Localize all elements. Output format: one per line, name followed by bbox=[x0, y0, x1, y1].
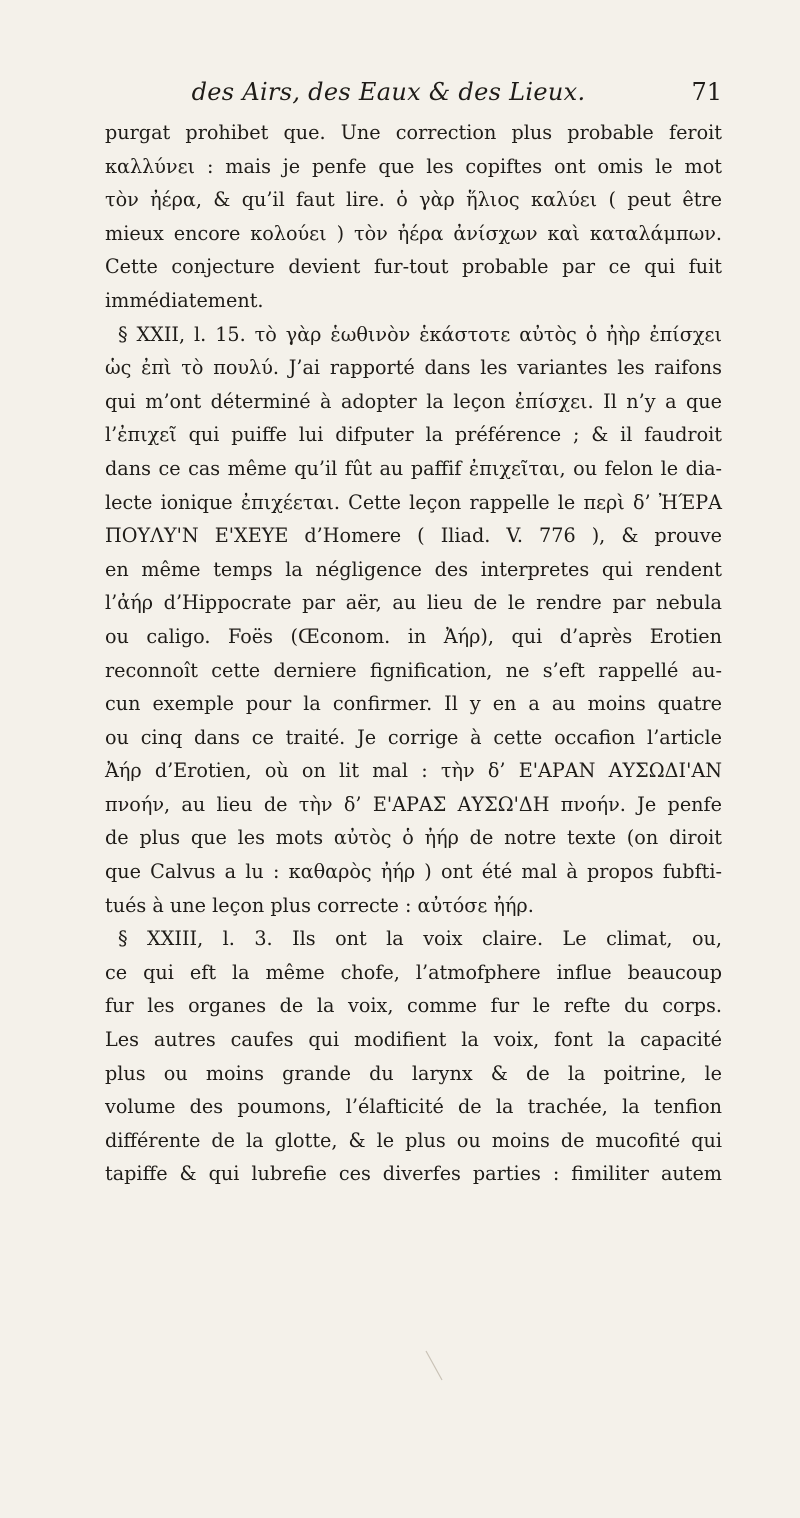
text-line: que Calvus a lu : καθαρὸς ἠήρ ) ont été mal à propos fubfti- bbox=[105, 860, 722, 884]
text-line: ou cinq dans ce traité. Je corrige à cette occafion l’article bbox=[105, 725, 722, 749]
text-line: ὡς ἐπὶ τὸ πουλύ. J’ai rapporté dans les variantes les raifons bbox=[105, 356, 722, 380]
page-mark-icon bbox=[420, 1345, 450, 1405]
text-line: immédiatement. bbox=[105, 288, 264, 312]
page-number: 71 bbox=[691, 78, 722, 106]
text-line: en même temps la négligence des interpretes qui rendent bbox=[105, 557, 722, 581]
text-line: ce qui eft la même chofe, l’atmofphere influe beaucoup bbox=[105, 960, 722, 984]
text-line: l’ἀήρ d’Hippocrate par aër, au lieu de le rendre par nebula bbox=[105, 591, 722, 615]
text-line: tués à une leçon plus correcte : αὐτόσε ἠήρ. bbox=[105, 893, 534, 917]
text-line: différente de la glotte, & le plus ou moins de mucofité qui bbox=[105, 1128, 722, 1152]
text-line: purgat prohibet que. Une correction plus probable feroit bbox=[105, 121, 722, 144]
text-line: § XXII, l. 15. τὸ γὰρ ἑωθινὸν ἑκάστοτε αὐτὸς ὁ ἠὴρ ἐπίσχει bbox=[118, 322, 722, 346]
text-line: καλλύνει : mais je penfe que les copiftes ont omis le mot bbox=[105, 154, 722, 178]
text-line: τὸν ἠέρα, & qu’il faut lire. ὁ γὰρ ἥλιος καλύει ( peut être bbox=[105, 188, 722, 212]
text-line: plus ou moins grande du larynx & de la poitrine, le bbox=[105, 1061, 722, 1085]
text-line: Les autres caufes qui modifient la voix, font la capacité bbox=[105, 1028, 722, 1052]
running-title: des Airs, des Eaux & des Lieux. bbox=[191, 78, 586, 106]
text-line: § XXIII, l. 3. Ils ont la voix claire. Le climat, ou, bbox=[118, 927, 722, 951]
text-line: fur les organes de la voix, comme fur le refte du corps. bbox=[105, 994, 722, 1018]
text-line: Ἀήρ d’Erotien, où on lit mal : τὴν δ’ Ε'ΑΡΑΝ ΑΥΣΩΔΙ'ΑΝ bbox=[105, 759, 722, 783]
body-text bbox=[105, 116, 722, 1191]
text-line: ΠΟΥΛΥ'Ν Ε'ΧΕΥΕ d’Homere ( Iliad. V. 776 ), & prouve bbox=[105, 524, 722, 548]
text-line: lecte ionique ἐπιχέεται. Cette leçon rappelle le περὶ δ’ ἨΈΡΑ bbox=[105, 490, 722, 514]
text-line: dans ce cas même qu’il fût au paffif ἐπιχεῖται, ou felon le dia- bbox=[105, 456, 722, 480]
page-header bbox=[105, 66, 722, 110]
text-line: reconnoît cette derniere fignification, ne s’eft rappellé au- bbox=[105, 658, 722, 682]
text-line: πνοήν, au lieu de τὴν δ’ Ε'ΑΡΑΣ ΑΥΣΩ'ΔΗ πνοήν. Je penfe bbox=[105, 792, 722, 816]
text-line: volume des poumons, l’élafticité de la trachée, la tenfion bbox=[105, 1095, 722, 1119]
text-line: l’ἐπιχεῖ qui puiffe lui difputer la préférence ; & il faudroit bbox=[105, 423, 722, 447]
text-line: Cette conjecture devient fur-tout probable par ce qui fuit bbox=[105, 255, 722, 279]
text-line: mieux encore κολούει ) τὸν ἠέρα ἀνίσχων καὶ καταλάμπων. bbox=[105, 221, 722, 245]
text-line: cun exemple pour la confirmer. Il y en a au moins quatre bbox=[105, 692, 722, 716]
text-line: ou caligo. Foës (Œconom. in Ἀήρ), qui d’après Erotien bbox=[105, 624, 722, 648]
text-line: qui m’ont déterminé à adopter la leçon ἐπίσχει. Il n’y a que bbox=[105, 389, 722, 413]
text-line: de plus que les mots αὐτὸς ὁ ἠήρ de notre texte (on diroit bbox=[105, 826, 722, 850]
text-line: tapiffe & qui lubrefie ces diverfes parties : fimiliter autem bbox=[105, 1162, 722, 1186]
